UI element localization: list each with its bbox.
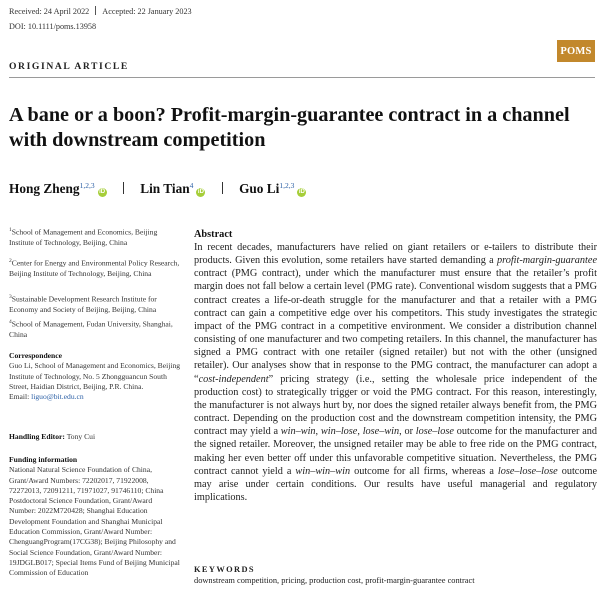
abstract-segment: outcome for all firms, whereas a [350,465,498,477]
author-name[interactable]: Guo Li [239,181,280,196]
abstract-segment: In recent decades, manufacturers have relied on giant retailers or e-tailers to distribute their products. Given this evolution, some retailers have started demanding a [194,242,597,267]
keywords-heading: KEYWORDS [194,565,255,574]
author-affiliation-marker[interactable]: 4 [189,181,194,190]
article-type: ORIGINAL ARTICLE [9,61,129,72]
author-name[interactable]: Hong Zheng [9,181,80,196]
abstract-segment: contract (PMG contract), under which the manufacturer must ensure that the retailer’s profit margin does not fall below a certain level (PMG rate). Conventional wisdom suggests that a PMG contract creates a life-or-death struggle for the manufacturer and that a retailer with a PMG contract can gain a competitive edge over his competitors. This study investigates the strategic impact of the PMG contract in a competitive environment. We consider a distribution channel consisting of one manufacturer and two competing retailers. In this channel, the manufacturer has signed a PMG contract with one retailer (signed retailer) but not with the other (unsigned retailer). Our analyses show that in response to the PMG contract, the manufacturer can adopt a “ [194,268,597,385]
author-affiliation-marker[interactable]: 1,2,3 [279,181,295,190]
submission-dates [9,6,192,16]
abstract-segment: outcome may arise under certain conditions. Our results have useful managerial and regulatory implications. [194,465,597,503]
handling-editor-name: Tony Cui [66,432,96,441]
email-label: Email: [9,392,30,402]
abstract-emphasis: cost-independent [198,373,269,385]
keywords-list: downstream competition, pricing, production cost, profit-margin-guarantee contract [194,576,475,585]
orcid-icon[interactable]: iD [197,189,204,195]
affiliation-1 [9,225,181,248]
affiliation-2 [9,256,181,279]
affiliation-text: School of Management, Fudan University, Shanghai, China [9,319,173,339]
accepted-date: Accepted: 22 January 2023 [102,7,192,16]
abstract-emphasis: lose–win [362,426,400,438]
abstract-emphasis: lose–lose–lose [497,465,558,477]
funding-block [9,455,181,579]
abstract-segment: outcome for the manufacturer and the signed retailer. Moreover, the unsigned retailer may be able to free ride on the PMG contract, making her even better off under this unfavorable competitive situation. Nevertheless, the PMG contract cannot yield a [194,426,598,477]
author-list [9,181,306,197]
abstract-segment: , [357,426,363,438]
abstract-emphasis: win–lose [320,426,358,438]
affiliation-number: 2 [9,258,12,264]
received-date: Received: 24 April 2022 [9,7,90,16]
header-divider [9,77,595,78]
journal-logo[interactable]: POMS [557,40,595,62]
affiliation-text: Sustainable Development Research Institute for Economy and Society of Beijing, Beijing, China [9,294,157,314]
author-affiliation-marker[interactable]: 1,2,3 [79,181,95,190]
author-divider [123,182,124,194]
affiliation-3 [9,292,181,315]
affiliation-number: 3 [9,294,12,300]
abstract-segment: ” pricing strategy (i.e., setting the wholesale price independent of the production cost) to strategically trigger or void the PMG contract. For this reason, interestingly, the manufacturer is not always hurt by, nor does the signed retailer always benefit from, the PMG contract. Depending on the production cost and the downstream competition intensity, the PMG contract may yield a [194,373,597,438]
abstract-emphasis: lose–lose [415,426,454,438]
affiliation-text: Center for Energy and Environmental Policy Research, Beijing Institute of Technology, Beijing, China [9,258,180,278]
orcid-icon[interactable]: iD [298,189,305,195]
funding-text: National Natural Science Foundation of China, Grant/Award Numbers: 72202017, 71922008, 72272013, 72091211, 71971027, 91746110; China Postdoctoral Science Foundation, Grant/Award Number: 2022M720428; Shanghai Education Development Foundation and Shanghai Municipal Education Commission, Grant/Award Number: ChenguangProgram(17CG38); Beijing Philosophy and Social Science Foundation, Grant/Award Number: 19JDGLB017; Special Items Fund of Beijing Municipal Commission of Education [9,465,180,578]
affiliation-number: 4 [9,319,12,325]
affiliation-4 [9,317,181,340]
affiliation-number: 1 [9,227,12,233]
affiliation-text: School of Management and Economics, Beijing Institute of Technology, Beijing, China [9,227,158,247]
author-name[interactable]: Lin Tian [140,181,190,196]
abstract-heading: Abstract [194,229,233,240]
author-divider [222,182,223,194]
correspondence-heading: Correspondence [9,351,63,360]
correspondence-block [9,351,181,402]
abstract-segment: , [315,426,321,438]
handling-editor [9,432,181,442]
abstract-segment: , or [399,426,416,438]
date-divider [95,6,96,15]
email-link[interactable]: liguo@bit.edu.cn [31,392,84,402]
doi: DOI: 10.1111/poms.13958 [9,22,97,31]
abstract-emphasis: win–win [280,426,316,438]
abstract-emphasis: profit-margin-guarantee [496,255,597,267]
handling-editor-label: Handling Editor: [9,432,65,441]
abstract-text [194,241,597,504]
abstract-emphasis: win–win–win [295,465,351,477]
correspondence-address: Guo Li, School of Management and Economics, Beijing Institute of Technology, No. 5 Zhongguancun South Street, Haidian District, Beijing, P.R. China. [9,361,181,391]
orcid-icon[interactable]: iD [99,189,106,195]
article-title: A bane or a boon? Profit-margin-guarantee contract in a channel with downstream competition [9,104,570,151]
funding-heading: Funding information [9,455,78,464]
